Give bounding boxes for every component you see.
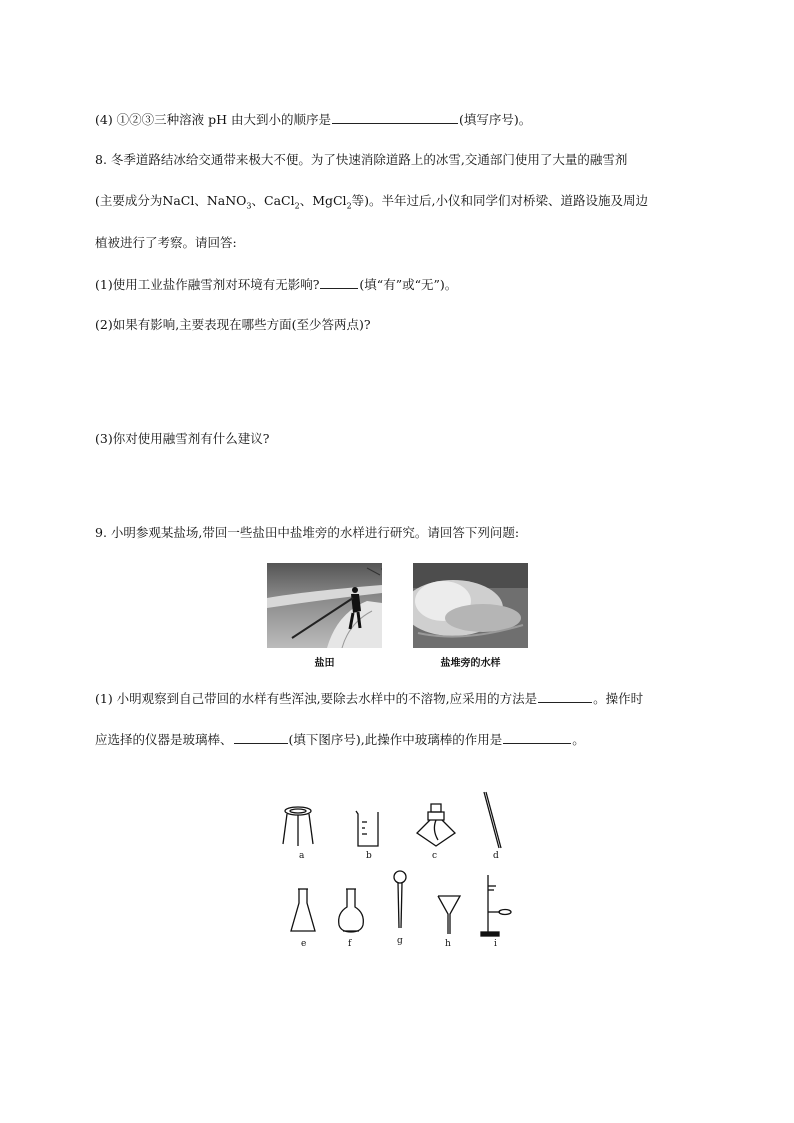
label-f: f	[348, 939, 352, 949]
q4-hint: (填写序号)。	[459, 112, 532, 127]
q9-sub1-text-e: 。	[572, 732, 585, 747]
glass-rod-icon	[480, 790, 504, 856]
q9-method-blank[interactable]	[538, 690, 592, 703]
q4-text: (4) ①②③三种溶液 pH 由大到小的顺序是	[95, 112, 332, 127]
q8-sub1-blank[interactable]	[320, 276, 358, 289]
q8-line2	[95, 193, 648, 215]
q9-sub1-line1	[95, 690, 643, 707]
q8-formula-text: 、CaCl	[251, 193, 295, 208]
q9-sub1-text-c: 应选择的仪器是玻璃棒、	[95, 732, 233, 747]
conical-flask-icon	[288, 885, 318, 941]
label-c: c	[432, 851, 438, 861]
q9-intro: 9. 小明参观某盐场,带回一些盐田中盐堆旁的水样进行研究。请回答下列问题:	[95, 525, 520, 540]
beaker-icon	[353, 808, 383, 854]
funnel-icon	[436, 890, 462, 940]
q9-sub1-text: (1) 小明观察到自己带回的水样有些浑浊,要除去水样中的不溶物,应采用的方法是	[95, 691, 538, 706]
tripod-icon	[280, 802, 316, 856]
q9-sub1-text-b: 。操作时	[593, 691, 644, 706]
label-i: i	[494, 939, 497, 949]
label-g: g	[397, 936, 403, 946]
label-e: e	[301, 939, 307, 949]
q8-subscript: 2	[346, 201, 352, 211]
salt-field-photo	[267, 563, 382, 648]
q8-formula-text: 、MgCl	[299, 193, 347, 208]
q9-sub1-text-d: (填下图序号),此操作中玻璃棒的作用是	[288, 732, 503, 747]
dropper-icon	[388, 868, 412, 936]
label-d: d	[493, 851, 499, 861]
q8-sub1-hint: (填“有”或“无”)。	[359, 277, 458, 292]
label-b: b	[366, 851, 372, 861]
iron-stand-icon	[478, 872, 514, 942]
q8-formula-text: 等)。半年过后,小仪和同学们对桥梁、道路设施及周边	[351, 193, 649, 208]
q9-rod-function-blank[interactable]	[503, 731, 571, 744]
q8-subscript: 3	[246, 201, 252, 211]
salt-pile-water-photo	[413, 563, 528, 648]
q8-sub3: (3)你对使用融雪剂有什么建议?	[95, 431, 270, 446]
label-a: a	[299, 851, 305, 861]
label-h: h	[445, 939, 451, 949]
q9-apparatus-blank[interactable]	[234, 731, 288, 744]
salt-pile-water-caption: 盐堆旁的水样	[440, 658, 501, 669]
q8-line1: 8. 冬季道路结冰给交通带来极大不便。为了快速消除道路上的冰雪,交通部门使用了大量的融雪剂	[95, 152, 628, 167]
q9-sub1-line2	[95, 731, 585, 748]
q8-sub2: (2)如果有影响,主要表现在哪些方面(至少答两点)?	[95, 317, 371, 332]
q4-line	[95, 111, 531, 128]
q8-sub1	[95, 276, 457, 293]
q8-line3: 植被进行了考察。请回答:	[95, 235, 237, 250]
flat-bottom-flask-icon	[336, 885, 366, 941]
q8-subscript: 2	[294, 201, 300, 211]
alcohol-lamp-icon	[414, 800, 458, 854]
q8-formula-text: (主要成分为NaCl、NaNO	[95, 193, 247, 208]
q4-answer-blank[interactable]	[332, 111, 458, 124]
salt-field-caption: 盐田	[314, 658, 335, 669]
q8-sub1-text: (1)使用工业盐作融雪剂对环境有无影响?	[95, 277, 320, 292]
